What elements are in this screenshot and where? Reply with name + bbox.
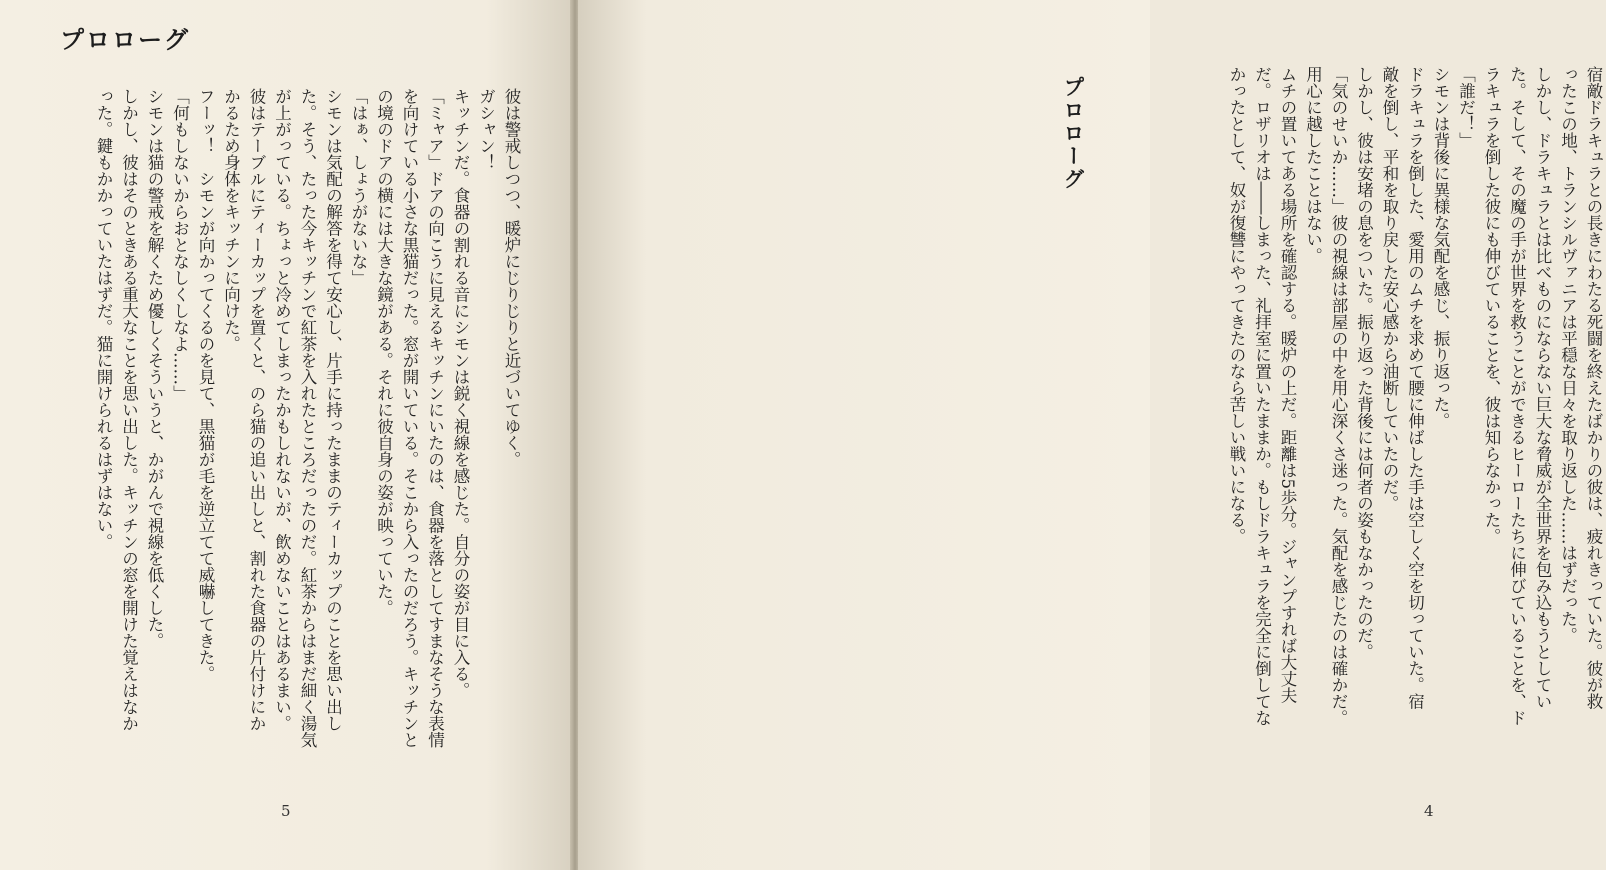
right-page-number: 4 xyxy=(1424,802,1434,820)
text-line: を向けている小さな黒猫だった。窓が開いている。そこから入ったのだろう。キッチンと xyxy=(400,88,419,748)
text-line: ガシャン！ xyxy=(476,88,496,171)
text-line: しかし、彼は安堵の息をついた。振り返った背後には何者の姿もなかったのだ。 xyxy=(1354,66,1374,660)
text-line: ラキュラを倒した彼にも伸びていることを、彼は知らなかった。 xyxy=(1482,66,1501,545)
text-line: 彼は警戒しつつ、暖炉にじりじりと近づいてゆく。 xyxy=(502,88,521,468)
text-line: た。そして、その魔の手が世界を救うことができるヒーローたちに伸びていることを、ド xyxy=(1507,66,1527,726)
left-page xyxy=(0,0,572,870)
text-line: 「ミャア」ドアの向こうに見えるキッチンにいたのは、食器を落としてすまなそうな表情 xyxy=(425,88,445,748)
left-page-body xyxy=(62,88,524,758)
text-line: キッチンだ。食器の割れる音にシモンは鋭く視線を感じた。自分の姿が目に入る。 xyxy=(451,88,470,699)
text-line: かるため身体をキッチンに向けた。 xyxy=(221,88,241,352)
left-page-title: プロローグ xyxy=(60,26,190,54)
text-line: ムチの置いてある場所を確認する。暖炉の上だ。距離は5歩分。ジャンプすれば大丈夫 xyxy=(1278,66,1297,704)
text-line: シモンは猫の警戒を解くため優しくそういうと、かがんで視線を低くした。 xyxy=(145,88,164,649)
text-line: 「はぁ、しょうがないな」 xyxy=(349,88,368,286)
text-line: シモンは背後に異様な気配を感じ、振り返った。 xyxy=(1431,66,1450,429)
text-line: の境のドアの横には大きな鏡がある。それに彼自身の姿が映っていた。 xyxy=(374,88,394,616)
text-line: 「何もしないからおとなしくしなよ……」 xyxy=(170,88,190,402)
left-page-number: 5 xyxy=(281,802,291,820)
text-line: 用心に越したことはない。 xyxy=(1303,66,1323,264)
text-line: だ。ロザリオは――しまった、礼拝室に置いたままか。もしドラキュラを完全に倒してな xyxy=(1252,66,1272,726)
text-line: ったこの地、トランシルヴァニアは平穏な日々を取り返した……はずだった。 xyxy=(1558,66,1578,644)
text-line: 敵を倒し、平和を取り戻した安心感から油断していたのだ。 xyxy=(1380,66,1399,512)
text-line: 「誰だ！」 xyxy=(1456,66,1476,149)
text-line: かったとして、奴が復讐にやってきたのなら苦しい戦いになる。 xyxy=(1227,66,1246,545)
text-line: しかし、彼はそのときある重大なことを思い出した。キッチンの窓を開けた覚えはなか xyxy=(119,88,139,732)
text-line: 彼はテーブルにティーカップを置くと、のら猫の追い出しと、割れた食器の片付けにか xyxy=(247,88,266,732)
right-page-body xyxy=(1188,66,1606,796)
right-page-title: プロローグ xyxy=(1061,76,1085,191)
text-line: 宿敵ドラキュラとの長きにわたる死闘を終えたばかりの彼は、疲れきっていた。彼が救 xyxy=(1584,66,1603,710)
text-line: が上がっている。ちょっと冷めてしまったかもしれないが、飲めないことはあるまい。 xyxy=(272,88,292,732)
text-line: た。そう、たった今キッチンで紅茶を入れたところだったのだ。紅茶からはまだ細く湯気 xyxy=(298,88,317,748)
text-line: った。鍵もかかっていたはずだ。猫に開けられるはずはない。 xyxy=(94,88,113,550)
text-line: フーッ！ シモンが向かってくるのを見て、黒猫が毛を逆立てて威嚇してきた。 xyxy=(196,88,215,682)
text-line: シモンは気配の解答を得て安心し、片手に持ったままのティーカップのことを思い出し xyxy=(323,88,343,732)
text-line: しかし、ドラキュラとは比べものにならない巨大な脅威が全世界を包み込もうとしてい xyxy=(1533,66,1552,710)
text-line: 「気のせいか……」彼の視線は部屋の中を用心深くさ迷った。気配を感じたのは確かだ。 xyxy=(1329,66,1348,726)
text-line: ドラキュラを倒した、愛用のムチを求めて腰に伸ばした手は空しく空を切っていた。宿 xyxy=(1405,66,1425,710)
